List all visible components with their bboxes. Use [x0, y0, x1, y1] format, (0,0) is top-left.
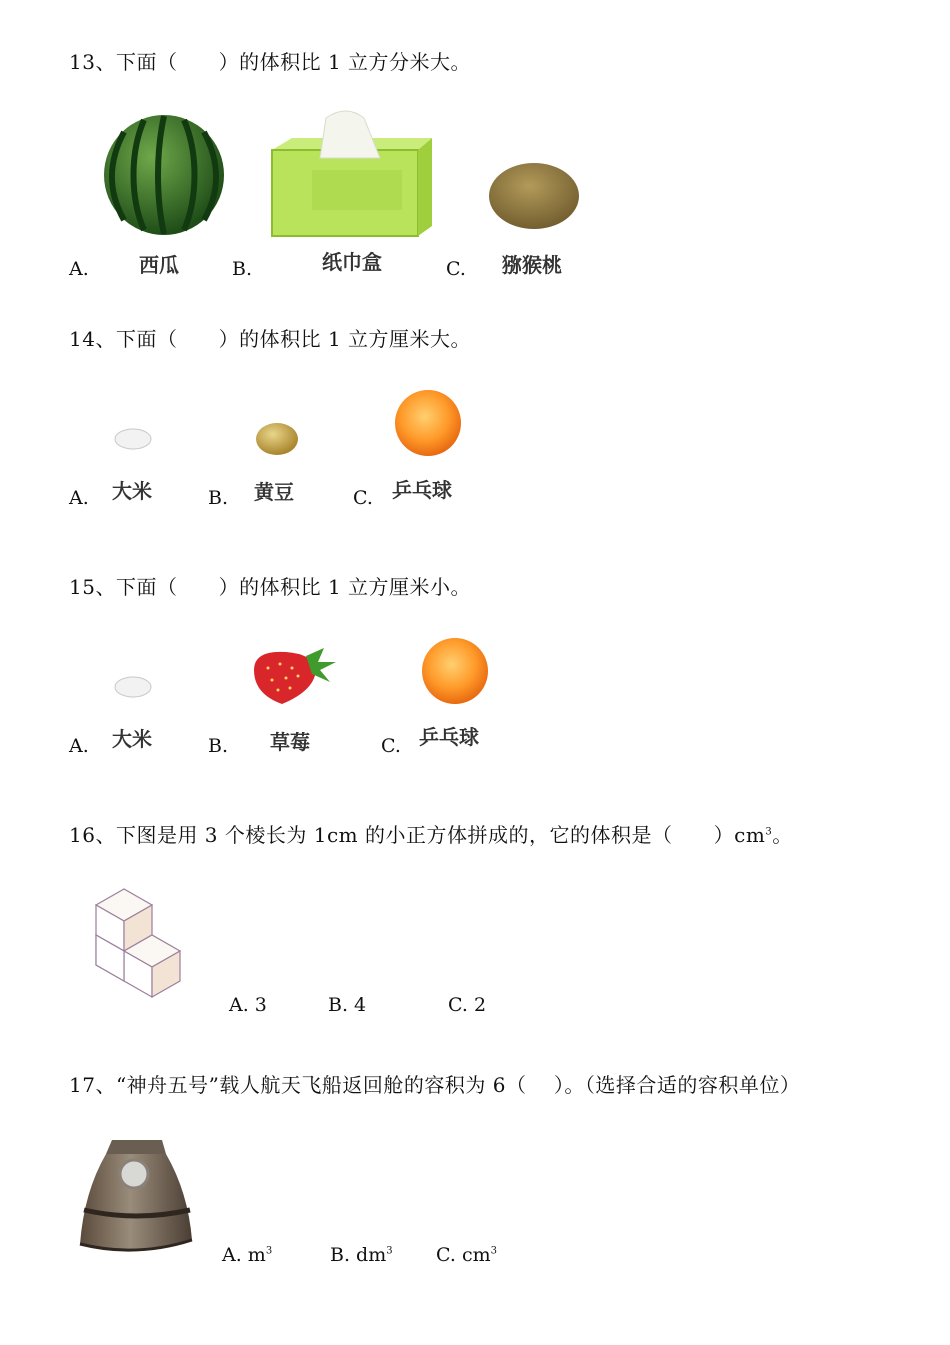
q17-option-b[interactable]: B. $dm^3$	[330, 1244, 393, 1266]
q13-option-a-letter[interactable]: A.	[69, 258, 89, 280]
q13-option-c-letter[interactable]: C.	[446, 258, 466, 280]
q13-option-a-caption: 西瓜	[139, 253, 179, 277]
q16-option-a[interactable]: A. 3	[229, 994, 267, 1016]
question-16-text: 16、下图是用 3 个棱长为 1cm 的小正方体拼成的，它的体积是（ ）$cm^3$。	[69, 823, 793, 847]
q13-option-b-letter[interactable]: B.	[232, 258, 253, 280]
question-17-text: 17、“神舟五号”载人航天飞船返回舱的容积为 6（ ）。（选择合适的容积单位）	[69, 1073, 801, 1097]
return-capsule-image	[76, 1136, 196, 1261]
rice-grain-image	[112, 674, 154, 700]
q15-option-c-letter[interactable]: C.	[381, 735, 401, 757]
q15-option-a-caption: 大米	[112, 727, 152, 751]
q14-option-c-caption: 乒乓球	[392, 478, 452, 502]
ping-pong-ball-image	[419, 635, 491, 707]
q16-option-b[interactable]: B. 4	[328, 994, 367, 1016]
question-14-text: 14、下面（ ）的体积比 1 立方厘米大。	[69, 327, 472, 351]
q14-option-c-letter[interactable]: C.	[353, 487, 373, 509]
ping-pong-ball-image	[392, 387, 464, 459]
tissue-box-image	[268, 108, 438, 243]
q13-option-c-caption: 猕猴桃	[502, 253, 562, 277]
q15-option-b-caption: 草莓	[270, 730, 310, 754]
q13-option-b-caption: 纸巾盒	[322, 250, 382, 274]
q17-option-c[interactable]: C. $cm^3$	[436, 1244, 497, 1266]
q14-option-b-caption: 黄豆	[254, 480, 294, 504]
kiwi-image	[486, 160, 582, 232]
q16-option-c[interactable]: C. 2	[448, 994, 487, 1016]
q14-option-b-letter[interactable]: B.	[208, 487, 229, 509]
soybean-image	[254, 420, 300, 458]
q15-option-a-letter[interactable]: A.	[69, 735, 89, 757]
q14-option-a-caption: 大米	[112, 479, 152, 503]
three-cubes-figure	[92, 885, 187, 1010]
strawberry-image	[246, 646, 338, 708]
rice-grain-image	[112, 426, 154, 452]
q15-option-b-letter[interactable]: B.	[208, 735, 229, 757]
watermelon-image	[100, 112, 230, 242]
q17-option-a[interactable]: A. $m^3$	[222, 1244, 273, 1266]
question-13-text: 13、下面（ ）的体积比 1 立方分米大。	[69, 50, 472, 74]
q14-option-a-letter[interactable]: A.	[69, 487, 89, 509]
question-15-text: 15、下面（ ）的体积比 1 立方厘米小。	[69, 575, 472, 599]
q15-option-c-caption: 乒乓球	[419, 725, 479, 749]
